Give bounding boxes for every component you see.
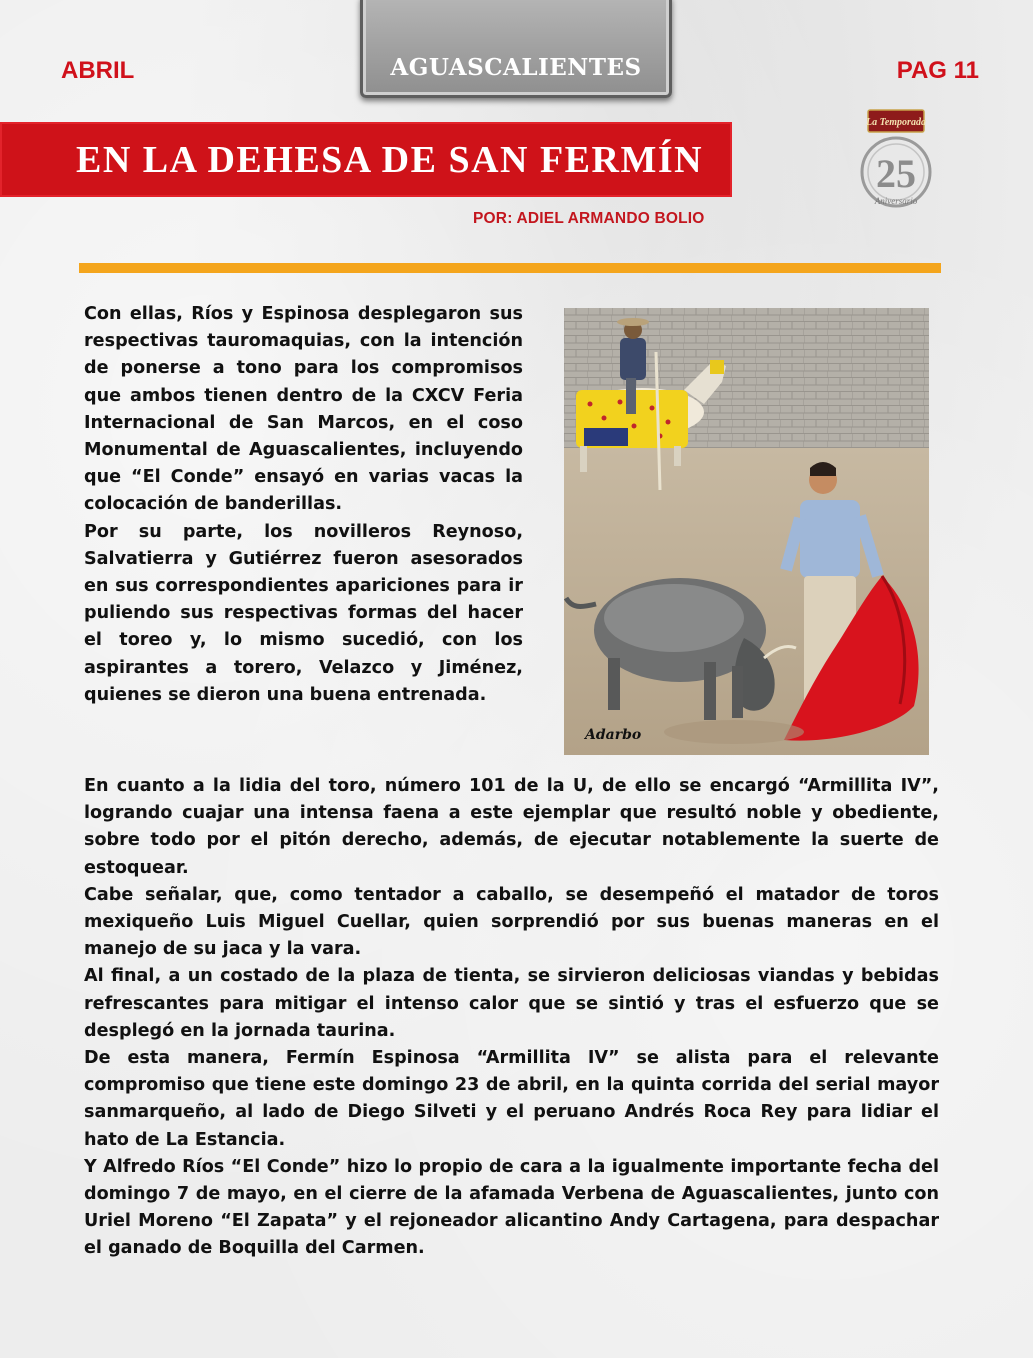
photo-credit: Adarbo	[585, 727, 642, 743]
logo-number: 25	[876, 151, 916, 196]
article-title: EN LA DEHESA DE SAN FERMÍN	[76, 139, 704, 181]
title-banner	[0, 122, 732, 197]
column-text	[84, 301, 523, 709]
column-paragraph: Por su parte, los novilleros Reynoso, Salvatierra y Gutiérrez fueron asesorados en sus correspondientes apariciones para ir puliendo sus respectivas formas del hacer el toreo y, lo mismo sucedió, con los aspirantes a torero, Velazco y Jiménez, quienes se dieron una buena entrenada.	[84, 521, 523, 705]
article-byline: POR: ADIEL ARMANDO BOLIO	[473, 210, 705, 227]
logo-caption: Aniversario	[874, 196, 918, 206]
body-paragraph: Y Alfredo Ríos “El Conde” hizo lo propio de cara a la igualmente importante fecha del domingo 7 de mayo, en el cierre de la afamada Verbena de Aguascalientes, junto con Uriel Moreno “El Zapata” y el rejoneador alicantino Andy Cartagena, para despachar el ganado de Boquilla del Carmen.	[84, 1156, 939, 1259]
body-paragraph: Cabe señalar, que, como tentador a caballo, se desempeñó el matador de toros mexiqueño Luis Miguel Cuellar, quien sorprendió por sus buenas maneras en el manejo de su jaca y la vara.	[84, 884, 939, 960]
issue-month: ABRIL	[61, 57, 135, 84]
page-number: PAG 11	[896, 57, 979, 84]
body-paragraph: En cuanto a la lidia del toro, número 101 de la U, de ello se encargó “Armillita IV”, logrando cuajar una intensa faena a este ejemplar que resultó noble y obediente, sobre todo por el pitón derecho, además, de ejecutar notablemente la suerte de estoquear.	[84, 776, 939, 878]
anniversary-logo	[855, 108, 937, 212]
section-label: AGUASCALIENTES	[390, 54, 642, 81]
body-paragraph: De esta manera, Fermín Espinosa “Armillita IV” se alista para el relevante compromiso que tiene este domingo 23 de abril, en la quinta corrida del serial mayor sanmarqueño, al lado de Diego Silveti y el peruano Andrés Roca Rey para lidiar el hato de La Estancia.	[84, 1048, 939, 1150]
body-paragraph: Al final, a un costado de la plaza de tienta, se sirvieron deliciosas viandas y bebidas refrescantes para mitigar el intenso calor que se sintió y tras el esfuerzo que se desplegó en la jornada taurina.	[84, 966, 939, 1041]
orange-divider	[79, 263, 941, 273]
bullfight-photo	[564, 308, 929, 755]
column-paragraph: Con ellas, Ríos y Espinosa desplegaron sus respectivas tauromaquias, con la intención de ponerse a tono para los compromisos que ambos tienen dentro de la CXCV Feria Internacional de San Marcos, en el coso Monumental de Aguascalientes, incluyendo que “El Conde” ensayó en varias vacas la colocación de banderillas.	[84, 304, 523, 515]
logo-brand: La Temporada	[866, 117, 926, 128]
section-tab	[360, 0, 672, 98]
article-body	[84, 773, 939, 1263]
